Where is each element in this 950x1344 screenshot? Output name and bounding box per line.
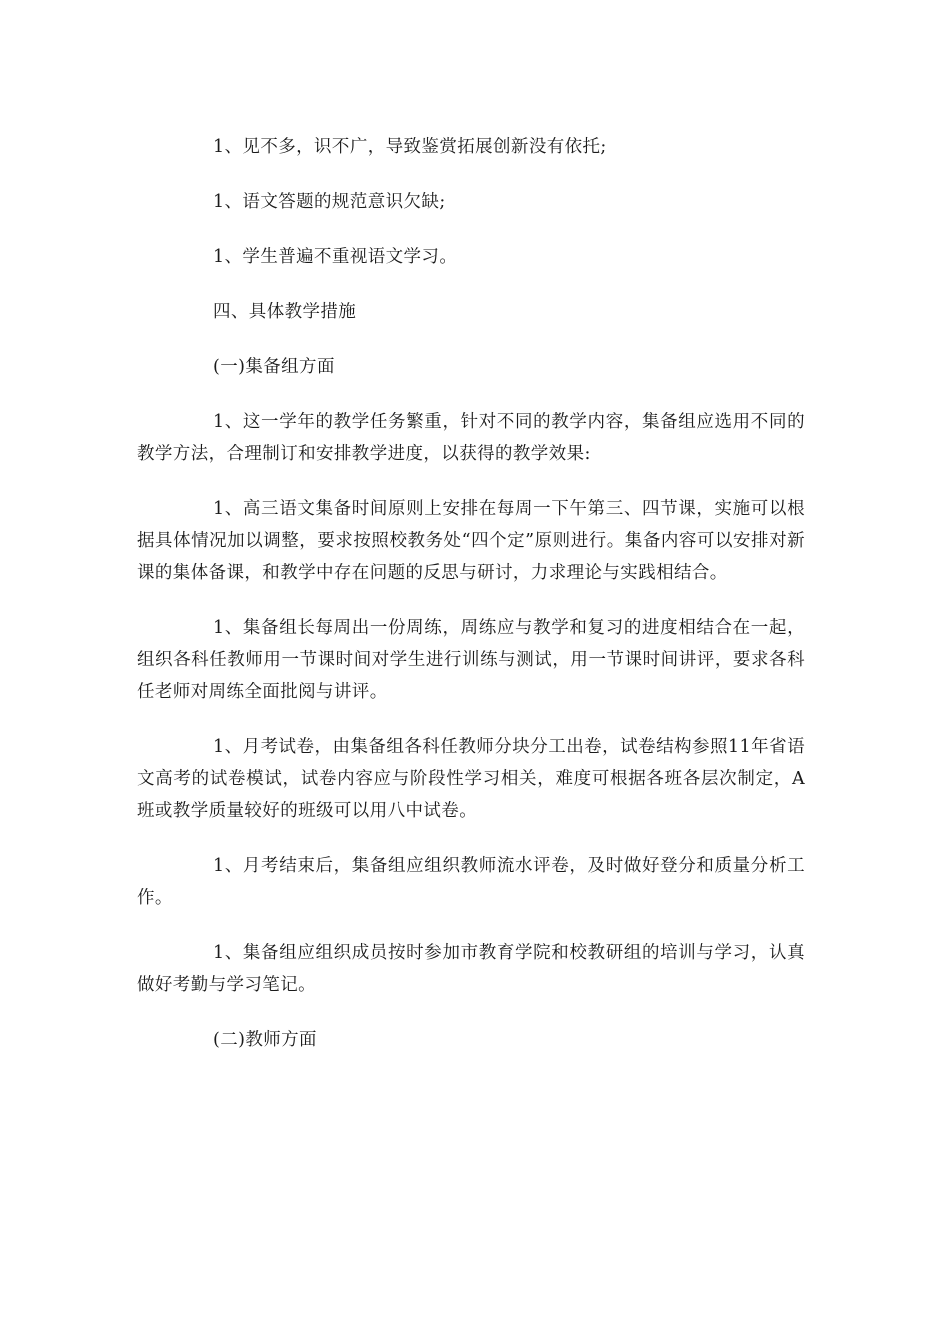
document-body (137, 131, 805, 1079)
paragraph-group-6: 1、集备组应组织成员按时参加市教育学院和校教研组的培训与学习，认真做好考勤与学习笔记。 (137, 943, 805, 995)
paragraph-group-2: 1、高三语文集备时间原则上安排在每周一下午第三、四节课，实施可以根据具体情况加以调整，要求按照校教务处“四个定”原则进行。集备内容可以安排对新课的集体备课，和教学中存在问题的反思与研讨，力求理论与实践相结合。 (137, 499, 805, 583)
subsection-heading-teachers: (二)教师方面 (213, 1030, 317, 1050)
paragraph-group-1: 1、这一学年的教学任务繁重，针对不同的教学内容，集备组应选用不同的教学方法，合理制订和安排教学进度，以获得的教学效果: (137, 412, 805, 464)
subsection-heading-group: (一)集备组方面 (213, 357, 335, 377)
paragraph-group-4: 1、月考试卷，由集备组各科任教师分块分工出卷，试卷结构参照11年省语文高考的试卷模试，试卷内容应与阶段性学习相关，难度可根据各班各层次制定，A班或教学质量较好的班级可以用八中试卷。 (137, 737, 805, 821)
paragraph-group-3: 1、集备组长每周出一份周练，周练应与教学和复习的进度相结合在一起，组织各科任教师用一节课时间对学生进行训练与测试，用一节课时间讲评，要求各科任老师对周练全面批阅与讲评。 (137, 618, 805, 702)
paragraph-weakness-1: 1、见不多，识不广，导致鉴赏拓展创新没有依托; (213, 137, 607, 157)
section-heading-measures: 四、具体教学措施 (213, 302, 357, 322)
paragraph-weakness-2: 1、语文答题的规范意识欠缺; (213, 192, 446, 212)
paragraph-group-5: 1、月考结束后，集备组应组织教师流水评卷，及时做好登分和质量分析工作。 (137, 856, 805, 908)
paragraph-weakness-3: 1、学生普遍不重视语文学习。 (213, 247, 458, 267)
